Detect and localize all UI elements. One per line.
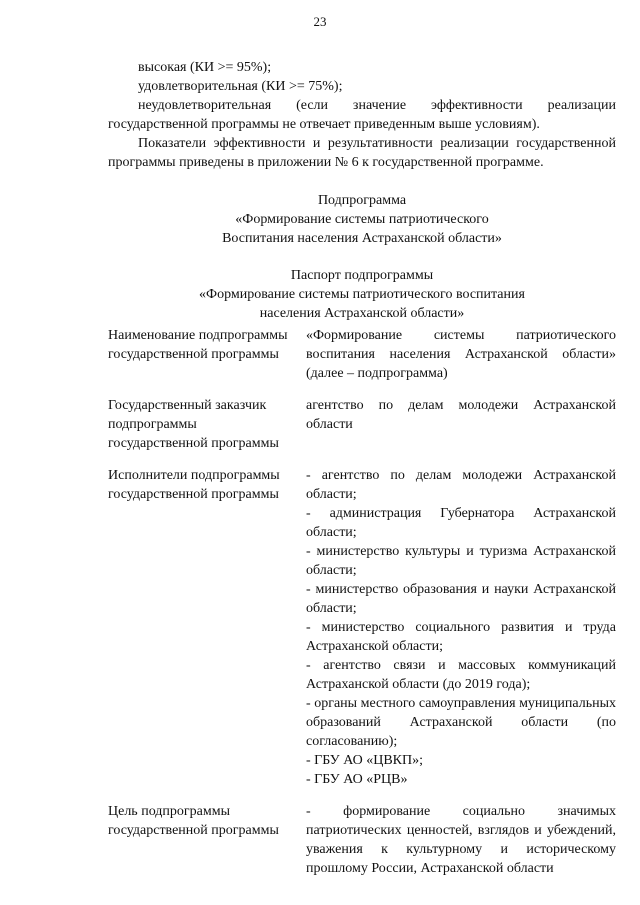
executor-item: - агентство по делам молодежи Астраханской области;	[306, 468, 616, 502]
passport-row-goal	[108, 802, 616, 878]
criterion-high: высокая (КИ >= 95%);	[138, 60, 272, 75]
passport-row-value	[306, 802, 616, 878]
subprogram-heading	[108, 191, 616, 248]
subprogram-heading-line-1: Подпрограмма	[317, 193, 407, 208]
passport-value-item: «Формирование системы патриотического воспитания населения Астраханской области» (далее – подпрограмма)	[306, 328, 616, 381]
passport-heading-line-3: населения Астраханской области»	[259, 306, 465, 321]
passport-row-value	[306, 466, 616, 789]
goal-item: - формирование социально значимых патриотических ценностей, взглядов и убеждений, уважения к культурному и историческому прошлому России, Астраханской области	[306, 804, 616, 876]
passport-heading-line-1: Паспорт подпрограммы	[290, 268, 434, 283]
passport-row-label: Наименование подпрограммы государственной программы	[108, 328, 288, 362]
document-body	[108, 58, 616, 323]
executor-item: - ГБУ АО «РЦВ»	[306, 772, 408, 787]
subprogram-heading-line-3: Воспитания населения Астраханской области»	[222, 231, 502, 246]
executor-item: - министерство социального развития и труда Астраханской области;	[306, 620, 616, 654]
indicators-paragraph: Показатели эффективности и результативности реализации государственной программы приведены в приложении № 6 к государственной программе.	[108, 136, 616, 170]
criterion-satisfactory: удовлетворительная (КИ >= 75%);	[138, 79, 343, 94]
passport-row-label: Государственный заказчик подпрограммы государственной программы	[108, 398, 279, 451]
passport-heading	[108, 266, 616, 323]
executor-item: - министерство образования и науки Астраханской области;	[306, 582, 616, 616]
executor-item: - администрация Губернатора Астраханской области;	[306, 506, 616, 540]
subprogram-heading-line-2: «Формирование системы патриотического	[235, 212, 489, 227]
passport-value-item: агентство по делам молодежи Астраханской области	[306, 398, 616, 432]
passport-row-customer	[108, 396, 616, 453]
passport-row-executors	[108, 466, 616, 789]
passport-row-name	[108, 326, 616, 383]
passport-row-value	[306, 396, 616, 453]
passport-row-value	[306, 326, 616, 383]
executor-item: - министерство культуры и туризма Астраханской области;	[306, 544, 616, 578]
passport-row-label: Цель подпрограммы государственной программы	[108, 804, 279, 838]
executor-item: - ГБУ АО «ЦВКП»;	[306, 753, 424, 768]
passport-heading-line-2: «Формирование системы патриотического воспитания	[199, 287, 525, 302]
passport-row-label: Исполнители подпрограммы государственной программы	[108, 468, 280, 502]
executor-item: - органы местного самоуправления муниципальных образований Астраханской области (по согласованию);	[306, 696, 616, 749]
passport-table	[108, 326, 616, 878]
executor-item: - агентство связи и массовых коммуникаций Астраханской области (до 2019 года);	[306, 658, 616, 692]
criterion-unsatisfactory-paragraph: неудовлетворительная (если значение эффективности реализации государственной программы не отвечает приведенным выше условиям).	[108, 98, 616, 132]
page-number: 23	[313, 14, 327, 29]
